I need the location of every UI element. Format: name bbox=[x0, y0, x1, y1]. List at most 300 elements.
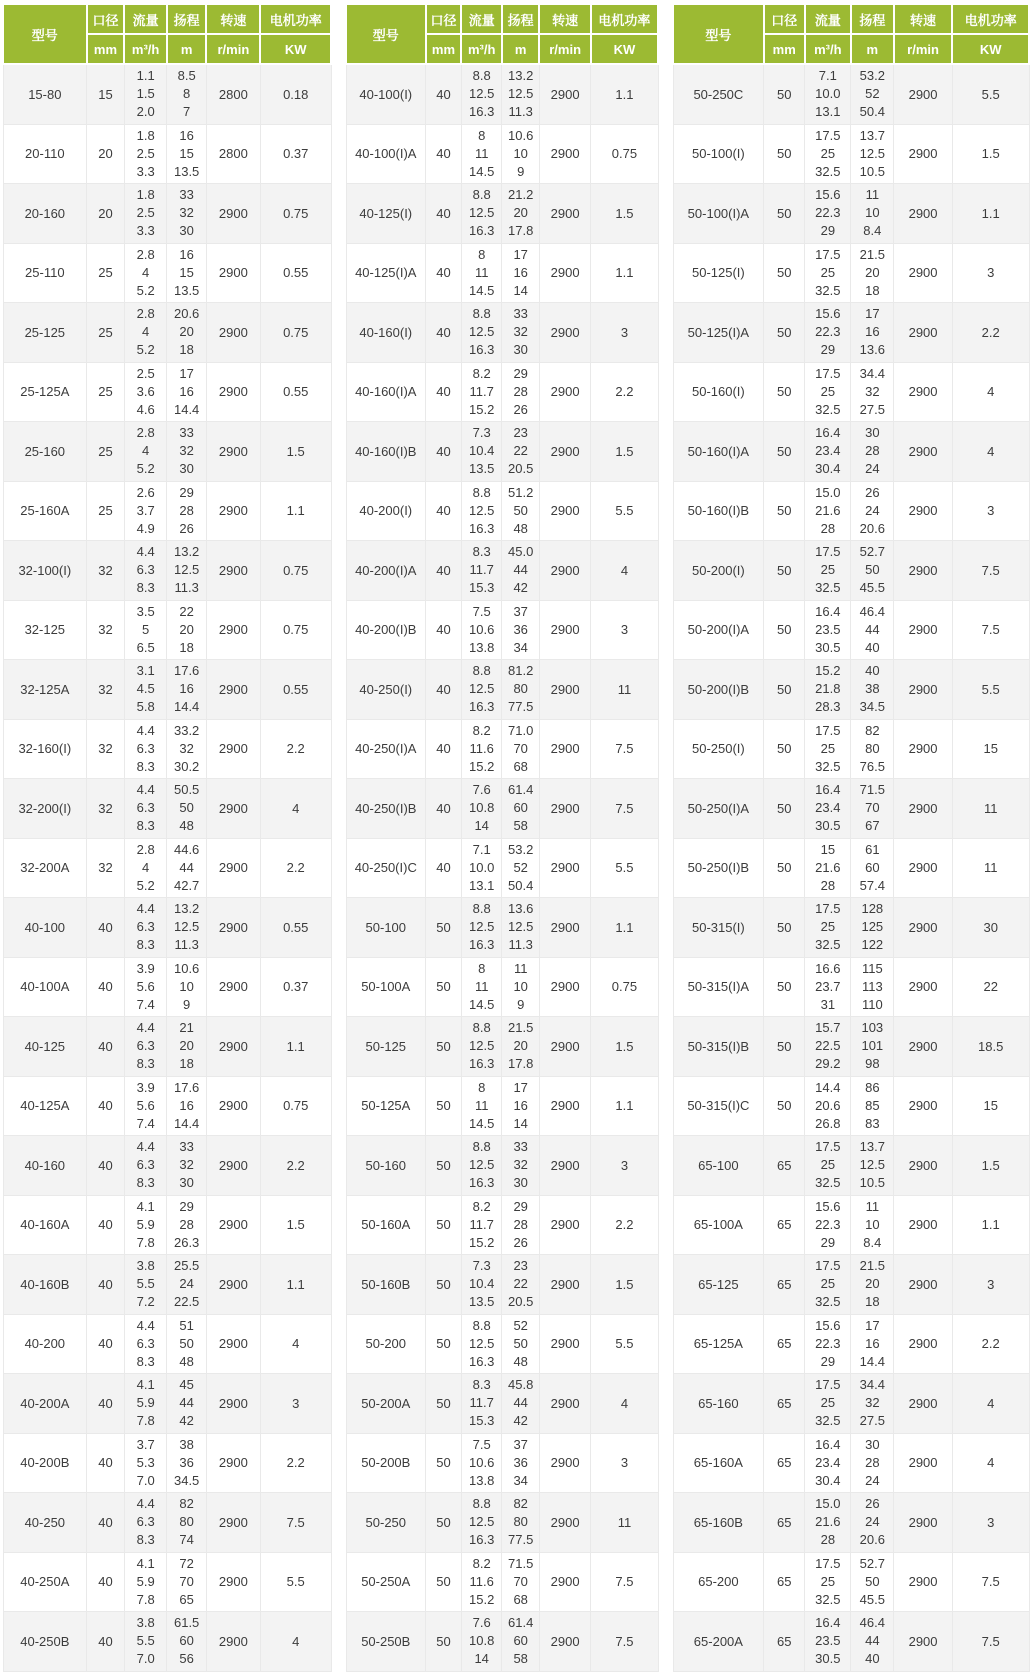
head-value: 113 bbox=[861, 978, 883, 994]
power-cell: 1.1 bbox=[591, 243, 658, 303]
head-cell bbox=[502, 1374, 539, 1434]
head-value: 103 bbox=[861, 1020, 884, 1036]
speed-cell: 2800 bbox=[206, 64, 260, 124]
flow-cell bbox=[124, 1612, 167, 1672]
head-value: 22 bbox=[513, 1276, 528, 1292]
head-value: 16 bbox=[513, 264, 528, 280]
table-row bbox=[673, 1552, 1029, 1612]
flow-value: 10.8 bbox=[469, 800, 495, 816]
flow-value: 5.3 bbox=[136, 1454, 155, 1470]
head-value: 71.0 bbox=[508, 722, 534, 738]
head-value: 60 bbox=[513, 800, 528, 816]
table-body bbox=[673, 64, 1029, 1671]
model-cell: 32-160(I) bbox=[3, 719, 87, 779]
head-value: 13.2 bbox=[173, 544, 200, 560]
head-cell bbox=[167, 957, 206, 1017]
flow-cell bbox=[461, 303, 502, 363]
head-value: 42.7 bbox=[173, 877, 200, 893]
bore-cell: 32 bbox=[87, 660, 125, 720]
head-cell bbox=[502, 1076, 539, 1136]
model-cell: 40-250A bbox=[3, 1552, 87, 1612]
flow-value: 2.8 bbox=[136, 246, 155, 262]
flow-cell bbox=[805, 362, 851, 422]
head-cell bbox=[502, 898, 539, 958]
head-value: 45.5 bbox=[859, 580, 885, 596]
head-value: 34.5 bbox=[859, 699, 885, 715]
bore-cell: 50 bbox=[764, 184, 805, 244]
bore-cell: 65 bbox=[764, 1552, 805, 1612]
flow-value: 17.5 bbox=[815, 365, 841, 381]
model-cell: 40-250B bbox=[3, 1612, 87, 1672]
speed-cell: 2900 bbox=[894, 422, 953, 482]
power-cell: 3 bbox=[952, 481, 1029, 541]
flow-value: 17.5 bbox=[815, 127, 841, 143]
model-cell: 50-315(I)C bbox=[673, 1076, 764, 1136]
head-cell bbox=[167, 1076, 206, 1136]
flow-value: 5.8 bbox=[136, 699, 155, 715]
flow-value: 8.8 bbox=[472, 1496, 491, 1512]
column-header-label: 电机功率 bbox=[260, 4, 331, 34]
head-value: 13.7 bbox=[859, 127, 885, 143]
speed-cell: 2900 bbox=[894, 184, 953, 244]
column-header-label: 扬程 bbox=[851, 4, 894, 34]
speed-cell: 2900 bbox=[894, 1612, 953, 1672]
head-value: 52.7 bbox=[859, 1555, 885, 1571]
head-value: 10 bbox=[513, 978, 528, 994]
model-cell: 50-315(I) bbox=[673, 898, 764, 958]
power-cell: 11 bbox=[952, 779, 1029, 839]
power-cell: 0.55 bbox=[260, 362, 331, 422]
column-header-unit: KW bbox=[260, 34, 331, 64]
flow-value: 4.6 bbox=[136, 401, 155, 417]
head-value: 16 bbox=[179, 127, 194, 143]
head-cell bbox=[851, 362, 894, 422]
flow-value: 12.5 bbox=[469, 681, 495, 697]
table-row bbox=[3, 124, 331, 184]
head-value: 48 bbox=[179, 1353, 194, 1369]
speed-cell: 2900 bbox=[539, 838, 590, 898]
head-value: 80 bbox=[513, 1514, 528, 1530]
flow-value: 10.4 bbox=[469, 1276, 495, 1292]
bore-cell: 50 bbox=[426, 957, 462, 1017]
model-cell: 25-110 bbox=[3, 243, 87, 303]
head-value: 51 bbox=[179, 1317, 194, 1333]
power-cell: 3 bbox=[952, 1493, 1029, 1553]
bore-cell: 40 bbox=[426, 541, 462, 601]
head-value: 18 bbox=[865, 1294, 880, 1310]
bore-cell: 40 bbox=[87, 1195, 125, 1255]
table-row bbox=[673, 1076, 1029, 1136]
flow-value: 3.9 bbox=[136, 1079, 155, 1095]
power-cell: 0.75 bbox=[260, 541, 331, 601]
head-value: 21.5 bbox=[859, 246, 885, 262]
flow-cell bbox=[805, 184, 851, 244]
flow-value: 7.8 bbox=[136, 1234, 155, 1250]
bore-cell: 40 bbox=[87, 898, 125, 958]
head-value: 17.8 bbox=[508, 1056, 534, 1072]
head-cell bbox=[851, 124, 894, 184]
head-value: 8 bbox=[183, 86, 191, 102]
bore-cell: 40 bbox=[87, 957, 125, 1017]
head-value: 11 bbox=[865, 1198, 880, 1214]
speed-cell: 2900 bbox=[894, 64, 953, 124]
flow-cell bbox=[461, 243, 502, 303]
head-cell bbox=[167, 243, 206, 303]
bore-cell: 25 bbox=[87, 422, 125, 482]
head-value: 13.2 bbox=[173, 901, 200, 917]
speed-cell: 2900 bbox=[539, 1314, 590, 1374]
flow-value: 2.5 bbox=[136, 365, 155, 381]
power-cell: 5.5 bbox=[591, 481, 658, 541]
head-cell bbox=[851, 1493, 894, 1553]
flow-cell bbox=[124, 422, 167, 482]
flow-value: 4 bbox=[142, 859, 150, 875]
flow-cell bbox=[805, 779, 851, 839]
flow-value: 2.8 bbox=[136, 306, 155, 322]
power-cell: 4 bbox=[952, 422, 1029, 482]
flow-value: 8.3 bbox=[472, 544, 491, 560]
head-value: 36 bbox=[513, 1454, 528, 1470]
head-value: 32 bbox=[179, 1157, 194, 1173]
flow-cell bbox=[124, 1433, 167, 1493]
head-cell bbox=[502, 243, 539, 303]
head-value: 20 bbox=[179, 621, 194, 637]
speed-cell: 2900 bbox=[539, 660, 590, 720]
head-cell bbox=[502, 1493, 539, 1553]
power-cell: 0.75 bbox=[260, 303, 331, 363]
head-cell bbox=[167, 362, 206, 422]
head-cell bbox=[167, 1195, 206, 1255]
head-value: 72 bbox=[179, 1555, 194, 1571]
head-cell bbox=[502, 779, 539, 839]
table-row bbox=[3, 422, 331, 482]
flow-cell bbox=[124, 541, 167, 601]
speed-cell: 2900 bbox=[539, 957, 590, 1017]
table-row bbox=[673, 719, 1029, 779]
column-header-unit: m³/h bbox=[461, 34, 502, 64]
speed-cell: 2900 bbox=[539, 1552, 590, 1612]
table-row bbox=[673, 481, 1029, 541]
head-value: 101 bbox=[861, 1038, 884, 1054]
model-cell: 65-200 bbox=[673, 1552, 764, 1612]
flow-value: 11 bbox=[474, 264, 489, 280]
head-value: 21.2 bbox=[508, 187, 534, 203]
head-cell bbox=[502, 660, 539, 720]
head-value: 40 bbox=[865, 663, 880, 679]
bore-cell: 20 bbox=[87, 124, 125, 184]
head-value: 20.6 bbox=[859, 1532, 885, 1548]
table-row bbox=[3, 719, 331, 779]
head-value: 11 bbox=[865, 187, 880, 203]
flow-cell bbox=[124, 64, 167, 124]
flow-cell bbox=[805, 1493, 851, 1553]
model-cell: 50-160A bbox=[346, 1195, 426, 1255]
column-header-label: 口径 bbox=[426, 4, 462, 34]
head-value: 34 bbox=[513, 1472, 528, 1488]
head-value: 17.6 bbox=[173, 663, 200, 679]
bore-cell: 40 bbox=[87, 1314, 125, 1374]
head-value: 76.5 bbox=[859, 758, 885, 774]
power-cell: 3 bbox=[952, 1255, 1029, 1315]
head-value: 68 bbox=[513, 758, 528, 774]
flow-value: 11 bbox=[474, 145, 489, 161]
flow-value: 12.5 bbox=[469, 919, 495, 935]
head-value: 48 bbox=[179, 818, 194, 834]
flow-value: 4.5 bbox=[136, 681, 155, 697]
head-value: 52 bbox=[513, 1317, 528, 1333]
flow-value: 25 bbox=[820, 264, 836, 280]
head-value: 24 bbox=[865, 502, 880, 518]
model-cell: 32-200(I) bbox=[3, 779, 87, 839]
flow-value: 2.8 bbox=[136, 841, 155, 857]
speed-cell: 2900 bbox=[206, 1017, 260, 1077]
flow-cell bbox=[124, 481, 167, 541]
flow-value: 15.2 bbox=[469, 1234, 495, 1250]
head-value: 128 bbox=[861, 901, 884, 917]
speed-cell: 2900 bbox=[539, 64, 590, 124]
model-cell: 50-200B bbox=[346, 1433, 426, 1493]
head-value: 11.3 bbox=[174, 580, 199, 596]
speed-cell: 2900 bbox=[894, 362, 953, 422]
model-cell: 32-100(I) bbox=[3, 541, 87, 601]
table-row bbox=[673, 422, 1029, 482]
flow-value: 23.7 bbox=[815, 978, 841, 994]
flow-value: 25 bbox=[820, 1573, 836, 1589]
bore-cell: 40 bbox=[426, 243, 462, 303]
flow-value: 8.8 bbox=[472, 901, 491, 917]
head-cell bbox=[851, 719, 894, 779]
power-cell: 1.1 bbox=[260, 1017, 331, 1077]
head-cell bbox=[851, 898, 894, 958]
head-value: 44 bbox=[179, 859, 194, 875]
table-row bbox=[346, 1195, 658, 1255]
bore-cell: 40 bbox=[87, 1076, 125, 1136]
flow-value: 11.7 bbox=[469, 562, 494, 578]
flow-value: 16.4 bbox=[815, 782, 841, 798]
head-value: 80 bbox=[513, 681, 528, 697]
flow-value: 6.3 bbox=[136, 1157, 155, 1173]
head-value: 9 bbox=[517, 163, 525, 179]
head-cell bbox=[502, 124, 539, 184]
flow-value: 21.8 bbox=[815, 681, 841, 697]
flow-value: 5 bbox=[142, 621, 150, 637]
table-row bbox=[3, 1136, 331, 1196]
speed-cell: 2900 bbox=[539, 779, 590, 839]
head-value: 61.4 bbox=[508, 782, 534, 798]
head-cell bbox=[851, 1314, 894, 1374]
model-column-header: 型号 bbox=[673, 4, 764, 64]
head-cell bbox=[502, 64, 539, 124]
model-cell: 25-125A bbox=[3, 362, 87, 422]
speed-cell: 2900 bbox=[206, 243, 260, 303]
model-cell: 40-125 bbox=[3, 1017, 87, 1077]
flow-cell bbox=[461, 1552, 502, 1612]
head-value: 18 bbox=[179, 1056, 194, 1072]
head-cell bbox=[167, 1433, 206, 1493]
head-value: 14 bbox=[513, 282, 528, 298]
head-value: 18 bbox=[179, 342, 194, 358]
bore-cell: 50 bbox=[426, 1136, 462, 1196]
model-cell: 40-200(I)A bbox=[346, 541, 426, 601]
model-column-header: 型号 bbox=[3, 4, 87, 64]
header-row-labels bbox=[673, 4, 1029, 34]
flow-cell bbox=[461, 660, 502, 720]
flow-value: 2.5 bbox=[136, 205, 155, 221]
power-cell: 4 bbox=[591, 1374, 658, 1434]
column-header-label: 扬程 bbox=[167, 4, 206, 34]
head-value: 33 bbox=[179, 187, 194, 203]
flow-cell bbox=[805, 422, 851, 482]
flow-value: 17.5 bbox=[815, 246, 841, 262]
model-cell: 65-160 bbox=[673, 1374, 764, 1434]
power-cell: 7.5 bbox=[952, 1612, 1029, 1672]
head-value: 13.5 bbox=[173, 163, 200, 179]
flow-value: 1.5 bbox=[136, 86, 155, 102]
head-cell bbox=[502, 1136, 539, 1196]
flow-value: 8.3 bbox=[136, 1175, 155, 1191]
flow-value: 21.6 bbox=[815, 502, 841, 518]
model-cell: 40-100(I)A bbox=[346, 124, 426, 184]
table-row bbox=[346, 541, 658, 601]
head-value: 32 bbox=[513, 324, 528, 340]
flow-value: 7.8 bbox=[136, 1591, 155, 1607]
head-value: 7 bbox=[183, 104, 191, 120]
table-row bbox=[3, 1552, 331, 1612]
speed-cell: 2900 bbox=[206, 1552, 260, 1612]
head-value: 45.0 bbox=[508, 544, 534, 560]
head-value: 125 bbox=[861, 919, 884, 935]
head-value: 14.4 bbox=[173, 1115, 200, 1131]
flow-value: 16.3 bbox=[469, 699, 495, 715]
flow-value: 8.2 bbox=[472, 365, 491, 381]
flow-value: 3.3 bbox=[136, 163, 155, 179]
speed-cell: 2900 bbox=[206, 719, 260, 779]
power-cell: 0.75 bbox=[591, 124, 658, 184]
flow-value: 8.3 bbox=[136, 818, 155, 834]
table-body bbox=[346, 64, 658, 1671]
head-value: 29 bbox=[179, 1198, 194, 1214]
speed-cell: 2900 bbox=[206, 838, 260, 898]
flow-value: 3.1 bbox=[136, 663, 155, 679]
head-value: 82 bbox=[865, 722, 880, 738]
head-cell bbox=[167, 1017, 206, 1077]
flow-cell bbox=[805, 64, 851, 124]
head-value: 44 bbox=[865, 1633, 880, 1649]
table-row bbox=[346, 1136, 658, 1196]
flow-value: 7.6 bbox=[472, 782, 491, 798]
bore-cell: 32 bbox=[87, 600, 125, 660]
head-value: 28 bbox=[513, 1216, 528, 1232]
model-cell: 65-100A bbox=[673, 1195, 764, 1255]
table-row bbox=[346, 660, 658, 720]
head-value: 80 bbox=[179, 1514, 194, 1530]
power-cell: 0.75 bbox=[260, 1076, 331, 1136]
column-header-unit: r/min bbox=[206, 34, 260, 64]
flow-value: 8.3 bbox=[136, 580, 155, 596]
head-value: 16 bbox=[179, 246, 194, 262]
head-value: 44.6 bbox=[173, 841, 200, 857]
power-cell: 0.37 bbox=[260, 957, 331, 1017]
flow-cell bbox=[124, 1255, 167, 1315]
flow-value: 17.5 bbox=[815, 1555, 841, 1571]
head-cell bbox=[502, 541, 539, 601]
flow-cell bbox=[461, 541, 502, 601]
head-value: 40 bbox=[865, 1651, 880, 1667]
model-cell: 32-125A bbox=[3, 660, 87, 720]
head-value: 12.5 bbox=[173, 919, 200, 935]
table-row bbox=[3, 1255, 331, 1315]
model-cell: 32-125 bbox=[3, 600, 87, 660]
head-value: 20 bbox=[865, 1276, 880, 1292]
speed-cell: 2900 bbox=[206, 1374, 260, 1434]
column-header-unit: mm bbox=[764, 34, 805, 64]
power-cell: 2.2 bbox=[260, 838, 331, 898]
speed-cell: 2900 bbox=[894, 1076, 953, 1136]
head-value: 32 bbox=[513, 1157, 528, 1173]
head-cell bbox=[502, 719, 539, 779]
table-row bbox=[346, 184, 658, 244]
head-value: 42 bbox=[179, 1413, 194, 1429]
table-header bbox=[673, 4, 1029, 64]
table-row bbox=[673, 243, 1029, 303]
head-cell bbox=[167, 600, 206, 660]
head-value: 17.8 bbox=[508, 223, 534, 239]
flow-value: 12.5 bbox=[469, 1335, 495, 1351]
flow-value: 15.3 bbox=[469, 1413, 495, 1429]
flow-value: 10.6 bbox=[469, 621, 495, 637]
flow-cell bbox=[461, 838, 502, 898]
column-header-unit: m bbox=[167, 34, 206, 64]
flow-value: 7.0 bbox=[136, 1651, 155, 1667]
head-cell bbox=[167, 1314, 206, 1374]
power-cell: 1.1 bbox=[952, 1195, 1029, 1255]
column-header-unit: m bbox=[502, 34, 539, 64]
bore-cell: 50 bbox=[426, 898, 462, 958]
power-cell: 7.5 bbox=[952, 1552, 1029, 1612]
flow-cell bbox=[461, 1255, 502, 1315]
table-row bbox=[3, 1374, 331, 1434]
speed-cell: 2900 bbox=[206, 660, 260, 720]
head-cell bbox=[851, 541, 894, 601]
flow-value: 8.8 bbox=[472, 1020, 491, 1036]
model-cell: 50-250 bbox=[346, 1493, 426, 1553]
model-cell: 25-160 bbox=[3, 422, 87, 482]
bore-cell: 50 bbox=[764, 838, 805, 898]
flow-value: 23.4 bbox=[815, 1454, 841, 1470]
power-cell: 3 bbox=[952, 243, 1029, 303]
power-cell: 1.1 bbox=[260, 1255, 331, 1315]
bore-cell: 50 bbox=[764, 124, 805, 184]
flow-value: 8.3 bbox=[136, 758, 155, 774]
power-cell: 0.75 bbox=[260, 600, 331, 660]
head-value: 12.5 bbox=[859, 1157, 885, 1173]
table-row bbox=[673, 1612, 1029, 1672]
bore-cell: 40 bbox=[87, 1255, 125, 1315]
table-row bbox=[346, 124, 658, 184]
speed-cell: 2900 bbox=[894, 779, 953, 839]
flow-value: 5.9 bbox=[136, 1395, 155, 1411]
head-cell bbox=[167, 1374, 206, 1434]
bore-cell: 32 bbox=[87, 719, 125, 779]
flow-value: 6.3 bbox=[136, 800, 155, 816]
flow-value: 6.3 bbox=[136, 740, 155, 756]
model-cell: 40-160 bbox=[3, 1136, 87, 1196]
flow-value: 11.7 bbox=[469, 1395, 494, 1411]
head-value: 9 bbox=[517, 996, 525, 1012]
power-cell: 4 bbox=[952, 1374, 1029, 1434]
flow-value: 7.5 bbox=[472, 603, 491, 619]
table-row bbox=[346, 362, 658, 422]
